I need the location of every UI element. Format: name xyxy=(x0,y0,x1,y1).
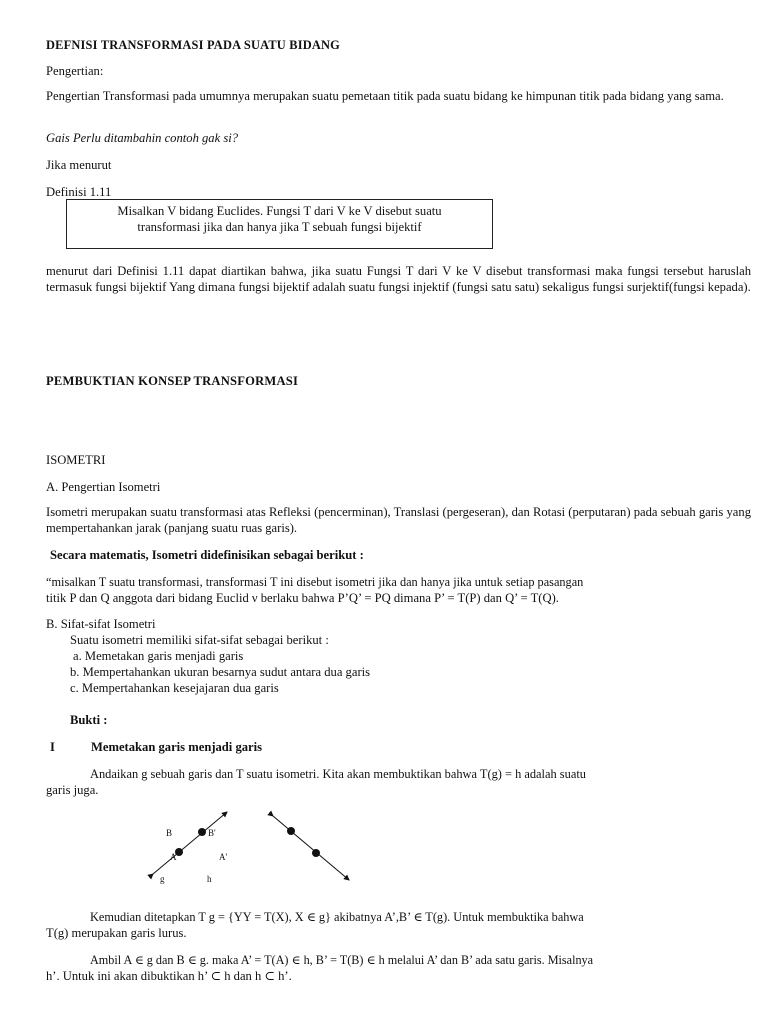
bukti-label: Bukti : xyxy=(70,713,108,727)
andaikan-line-2: garis juga. xyxy=(46,783,99,797)
heading-pembuktian: PEMBUKTIAN KONSEP TRANSFORMASI xyxy=(46,374,299,388)
sifat-item-a: a. Memetakan garis menjadi garis xyxy=(73,649,244,663)
kemudian-line-2: T(g) merupakan garis lurus. xyxy=(46,926,187,940)
label-h: h xyxy=(207,874,212,884)
quote-line-1: “misalkan T suatu transformasi, transformasi T ini disebut isometri jika dan hanya jika untuk setiap pasangan xyxy=(46,575,584,589)
label-a: A xyxy=(170,852,177,862)
menurut-paragraph: menurut dari Definisi 1.11 dapat diartikan bahwa, jika suatu Fungsi T dari V ke V disebut transformasi maka fungsi tersebut haruslah termasuk fungsi bijektif Yang dimana fungsi bijektif adalah suatu fungsi injektif (fungsi satu satu) sekaligus fungsi surjektif(fungsi kepada). xyxy=(46,264,751,294)
definisi-label: Definisi 1.11 xyxy=(46,185,112,199)
sifat-item-b: b. Mempertahankan ukuran besarnya sudut antara dua garis xyxy=(70,665,371,679)
isometri-paragraph: Isometri merupakan suatu transformasi atas Refleksi (pencerminan), Translasi (pergeseran), dan Rotasi (perputaran) pada sebuah garis yang mempertahankan jarak (panjang suatu ruas garis). xyxy=(46,505,751,535)
line-h xyxy=(273,816,349,880)
figure-svg xyxy=(145,808,395,888)
ambil-line-1: Ambil A ∈ g dan B ∈ g. maka A’ = T(A) ∈ h, B’ = T(B) ∈ h melalui A’ dan B’ ada satu garis. Misalnya xyxy=(90,953,594,967)
sifat-item-c: c. Mempertahankan kesejajaran dua garis xyxy=(70,681,279,695)
point-b xyxy=(198,828,206,836)
andaikan-line-1: Andaikan g sebuah garis dan T suatu isometri. Kita akan membuktikan bahwa T(g) = h adalah suatu xyxy=(90,767,586,781)
section-a-heading: A. Pengertian Isometri xyxy=(46,480,161,494)
pengertian-label: Pengertian: xyxy=(46,64,104,78)
ambil-line-2: h’. Untuk ini akan dibuktikan h’ ⊂ h dan h ⊂ h’. xyxy=(46,969,292,983)
label-b: B xyxy=(166,828,173,838)
matematis-heading: Secara matematis, Isometri didefinisikan sebagai berikut : xyxy=(50,548,364,562)
quote-line-2: titik P dan Q anggota dari bidang Euclid ν berlaku bahwa P’Q’ = PQ dimana P’ = T(P) dan Q’ = T(Q). xyxy=(46,591,559,605)
label-g: g xyxy=(160,874,165,884)
comment-note: Gais Perlu ditambahin contoh gak si? xyxy=(46,131,239,145)
line-mapping-figure xyxy=(145,808,395,888)
kemudian-line-1: Kemudian ditetapkan T g = {YY = T(X), X ∈ g} akibatnya A’,B’ ∈ T(g). Untuk membuktika bahwa xyxy=(90,910,584,924)
pengertian-paragraph: Pengertian Transformasi pada umumnya merupakan suatu pemetaan titik pada suatu bidang ke himpunan titik pada bidang yang sama. xyxy=(46,89,724,103)
isometri-heading: ISOMETRI xyxy=(46,453,106,467)
jika-menurut-text: Jika menurut xyxy=(46,158,112,172)
line-g xyxy=(153,812,227,874)
point-a-prime xyxy=(312,849,320,857)
label-b-prime: B' xyxy=(208,828,216,838)
proof-title: Memetakan garis menjadi garis xyxy=(91,740,263,754)
sifat-intro: Suatu isometri memiliki sifat-sifat sebagai berikut : xyxy=(70,633,329,647)
heading-definisi: DEFNISI TRANSFORMASI PADA SUATU BIDANG xyxy=(46,38,340,52)
proof-number: I xyxy=(50,740,55,754)
definition-box xyxy=(66,199,493,249)
definition-line-1: Misalkan V bidang Euclides. Fungsi T dari V ke V disebut suatu xyxy=(117,204,442,218)
section-b-heading: B. Sifat-sifat Isometri xyxy=(46,617,156,631)
label-a-prime: A' xyxy=(219,852,228,862)
definition-line-2: transformasi jika dan hanya jika T sebuah fungsi bijektif xyxy=(137,220,422,234)
point-b-prime xyxy=(287,827,295,835)
